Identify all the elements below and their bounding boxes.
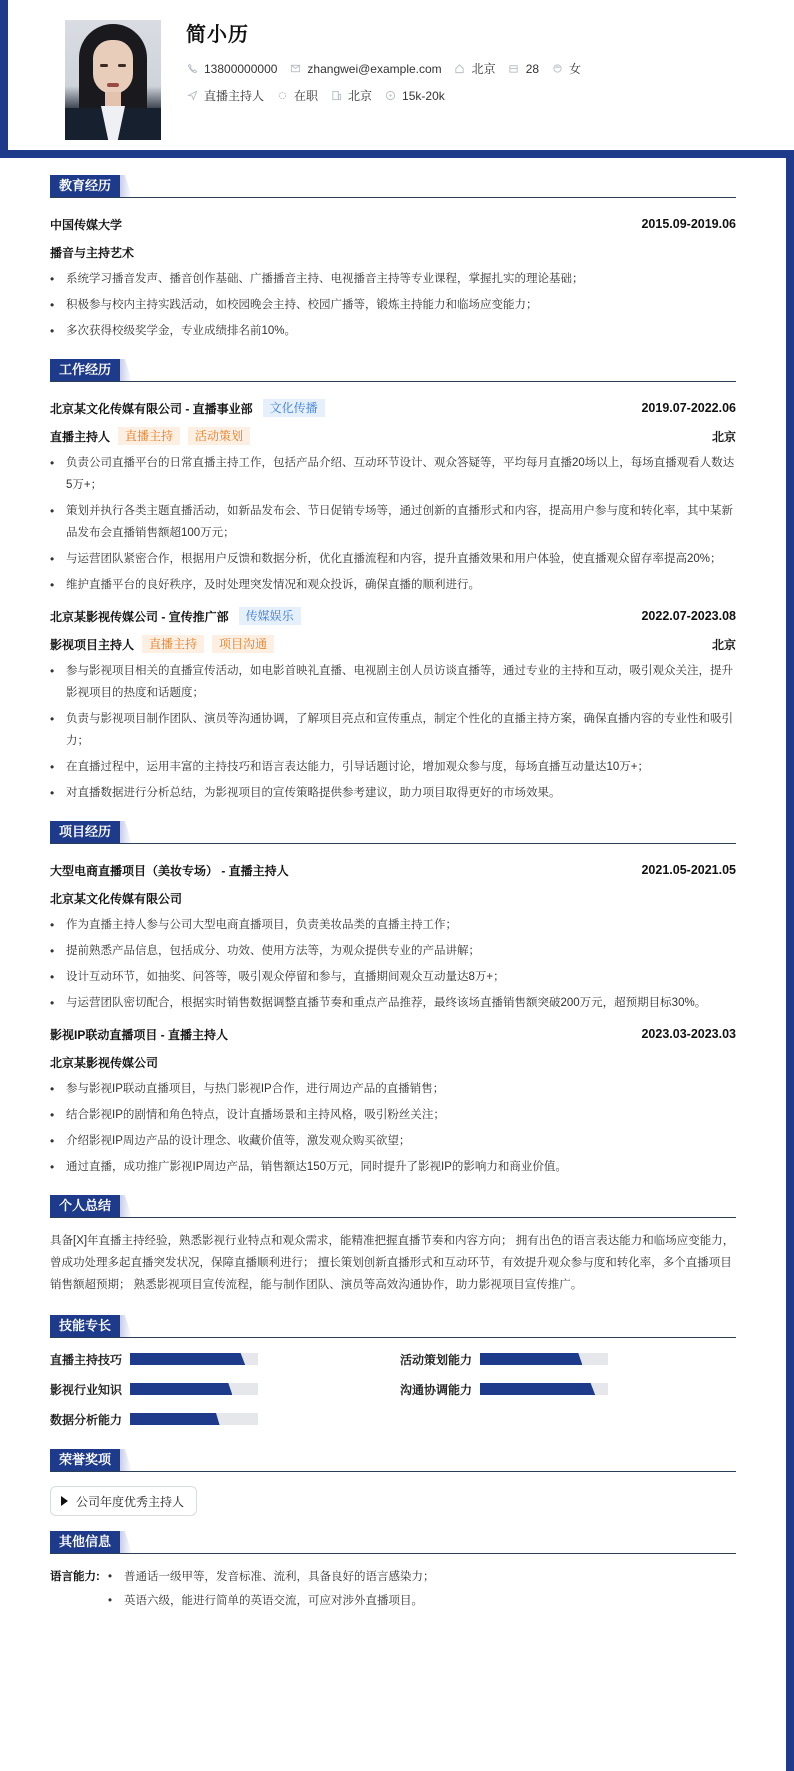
intent-row [186, 87, 457, 104]
list-item: • 介绍影视IP周边产品的设计理念、收藏价值等，激发观众购买欲望； [50, 1130, 736, 1152]
status-item [276, 87, 318, 104]
other-section [50, 1528, 736, 1614]
gender-item [551, 60, 581, 77]
skill-name: 数据分析能力 [50, 1412, 123, 1427]
play-triangle-icon [61, 1496, 68, 1506]
salary-icon [384, 90, 396, 102]
work-date: 2019.07-2022.06 [641, 401, 736, 415]
school-name: 中国传媒大学 [50, 217, 123, 232]
summary-section [50, 1192, 736, 1296]
list-item: • 提前熟悉产品信息，包括成分、功效、使用方法等，为观众提供专业的产品讲解； [50, 940, 736, 962]
project-date: 2023.03-2023.03 [641, 1027, 736, 1041]
education-section [50, 172, 736, 342]
list-item: • 设计互动环节，如抽奖、问答等，吸引观众停留和参与，直播期间观众互动量达8万+； [50, 966, 736, 988]
phone-icon [186, 63, 198, 75]
skill-tag: 直播主持 [118, 427, 180, 445]
work-bullets [50, 452, 736, 596]
skill-bar-fill [480, 1353, 582, 1365]
calendar-icon [508, 63, 520, 75]
right-accent-bar [786, 150, 794, 1771]
phone-value: 13800000000 [204, 61, 278, 76]
section-title: 技能专长 [50, 1315, 120, 1337]
project-bullets [50, 914, 736, 1014]
list-item: • 系统学习播音发声、播音创作基础、广播播音主持、电视播音主持等专业课程，掌握扎实的理论基础； [50, 268, 736, 290]
gender-value: 女 [569, 62, 582, 76]
skill-item [50, 1350, 400, 1368]
work-location: 北京 [711, 637, 736, 652]
send-icon [186, 90, 198, 102]
role-name: 直播主持人 [50, 429, 111, 444]
skills-section [50, 1312, 736, 1428]
list-item: • 作为直播主持人参与公司大型电商直播项目，负责美妆品类的直播主持工作； [50, 914, 736, 936]
section-header [50, 356, 736, 382]
language-label: 语言能力: [50, 1571, 100, 1583]
section-title: 教育经历 [50, 175, 120, 197]
award-item [50, 1486, 197, 1516]
work-city-value: 北京 [348, 89, 373, 103]
list-item: • 与运营团队密切配合，根据实时销售数据调整直播节奏和重点产品推荐，最终该场直播销售额突破200万元，超预期目标30%。 [50, 992, 736, 1014]
work-item [50, 394, 736, 596]
list-item: • 积极参与校内主持实践活动，如校园晚会主持、校园广播等，锻炼主持能力和临场应变能力； [50, 294, 736, 316]
list-item: • 维护直播平台的良好秩序，及时处理突发情况和观众投诉，确保直播的顺利进行。 [50, 574, 736, 596]
section-header [50, 818, 736, 844]
education-date: 2015.09-2019.06 [641, 217, 736, 231]
avatar-photo [65, 20, 161, 140]
section-header [50, 1528, 736, 1554]
skill-bar-track [130, 1413, 258, 1425]
section-title: 荣誉奖项 [50, 1449, 120, 1471]
home-icon [454, 63, 466, 75]
list-item: • 普通话一级甲等，发音标准、流利，具备良好的语言感染力； [106, 1566, 435, 1588]
industry-tag: 文化传播 [263, 399, 325, 417]
work-date: 2022.07-2023.08 [641, 609, 736, 623]
candidate-name: 简小历 [186, 24, 249, 46]
status-icon [276, 90, 288, 102]
project-name: 影视IP联动直播项目 - 直播主持人 [50, 1027, 229, 1042]
list-item: • 策划并执行各类主题直播活动，如新品发布会、节日促销专场等，通过创新的直播形式和内容，提高用户参与度和转化率，其中某新品发布会直播销售额超100万元； [50, 500, 736, 544]
skill-bar-track [130, 1383, 258, 1395]
skill-bar-fill [130, 1353, 245, 1365]
language-ability [50, 1566, 736, 1614]
skill-bar-fill [480, 1383, 595, 1395]
project-date: 2021.05-2021.05 [641, 863, 736, 877]
project-item [50, 1020, 736, 1178]
age-item [508, 62, 539, 76]
skill-bar-fill [130, 1413, 220, 1425]
salary-item [384, 89, 445, 103]
email-item [289, 62, 441, 76]
list-item: • 与运营团队紧密合作，根据用户反馈和数据分析，优化直播流程和内容，提升直播效果和用户体验，使直播观众留存率提高20%； [50, 548, 736, 570]
award-name: 公司年度优秀主持人 [76, 1494, 185, 1509]
section-title: 工作经历 [50, 359, 120, 381]
skills-grid [50, 1350, 736, 1428]
job-intent-value: 直播主持人 [204, 89, 265, 103]
list-item: • 负责与影视项目制作团队、演员等沟通协调，了解项目亮点和宣传重点，制定个性化的直播主持方案，确保直播内容的专业性和吸引力； [50, 708, 736, 752]
status-value: 在职 [294, 89, 319, 103]
building-icon [330, 90, 342, 102]
list-item: • 参与影视IP联动直播项目，与热门影视IP合作，进行周边产品的直播销售； [50, 1078, 736, 1100]
work-item [50, 602, 736, 804]
section-header [50, 1446, 736, 1472]
project-item [50, 856, 736, 1014]
skill-tag: 直播主持 [142, 635, 204, 653]
list-item: • 参与影视项目相关的直播宣传活动，如电影首映礼直播、电视剧主创人员访谈直播等，通过专业的主持和互动，吸引观众关注，提升影视项目的热度和话题度； [50, 660, 736, 704]
resume-header [0, 0, 794, 158]
list-item: • 多次获得校级奖学金，专业成绩排名前10%。 [50, 320, 736, 342]
work-section [50, 356, 736, 804]
project-company: 北京某影视传媒公司 [50, 1055, 159, 1070]
section-header [50, 1312, 736, 1338]
work-city-item [330, 87, 372, 104]
language-list [106, 1566, 435, 1614]
section-header [50, 1192, 736, 1218]
section-header [50, 172, 736, 198]
summary-text: 具备[X]年直播主持经验，熟悉影视行业特点和观众需求，能精准把握直播节奏和内容方向； 拥有出色的语言表达能力和临场应变能力，曾成功处理多起直播突发状况，保障直播顺利进行； 擅长策划创新直播形式和互动环节，有效提升观众参与度和转化率，多个直播项目销售额超预期； 熟悉影视项目宣传流程，能与制作团队、演员等高效沟通协作，助力影视项目宣传推广。 [50, 1235, 735, 1291]
skill-item [400, 1350, 736, 1368]
phone-item [186, 62, 277, 76]
awards-section [50, 1446, 736, 1516]
section-title: 其他信息 [50, 1531, 120, 1553]
skill-bar-track [480, 1383, 608, 1395]
skill-name: 沟通协调能力 [400, 1382, 473, 1397]
skill-item [50, 1380, 400, 1398]
work-bullets [50, 660, 736, 804]
skill-name: 直播主持技巧 [50, 1352, 123, 1367]
project-name: 大型电商直播项目（美妆专场） - 直播主持人 [50, 863, 289, 878]
city-item [454, 60, 496, 77]
skill-item [50, 1410, 400, 1428]
list-item: • 在直播过程中，运用丰富的主持技巧和语言表达能力，引导话题讨论，增加观众参与度，每场直播互动量达10万+； [50, 756, 736, 778]
skill-tag: 活动策划 [188, 427, 250, 445]
skill-name: 活动策划能力 [400, 1352, 473, 1367]
list-item: • 对直播数据进行分析总结，为影视项目的宣传策略提供参考建议，助力项目取得更好的市场效果。 [50, 782, 736, 804]
contact-row [186, 60, 593, 77]
skill-name: 影视行业知识 [50, 1382, 123, 1397]
industry-tag: 传媒娱乐 [239, 607, 301, 625]
skill-item [400, 1380, 736, 1398]
company-name: 北京某文化传媒有限公司 - 直播事业部 [50, 401, 253, 416]
gender-icon [551, 63, 563, 75]
work-location: 北京 [711, 429, 736, 444]
resume-body [50, 172, 736, 1614]
skill-bar-fill [130, 1383, 232, 1395]
project-company: 北京某文化传媒有限公司 [50, 891, 183, 906]
city-value: 北京 [471, 62, 496, 76]
section-title: 项目经历 [50, 821, 120, 843]
skill-bar-track [480, 1353, 608, 1365]
skill-bar-track [130, 1353, 258, 1365]
list-item: • 英语六级，能进行简单的英语交流，可应对涉外直播项目。 [106, 1590, 435, 1612]
list-item: • 负责公司直播平台的日常直播主持工作，包括产品介绍、互动环节设计、观众答疑等，平均每月直播20场以上，每场直播观看人数达5万+； [50, 452, 736, 496]
project-bullets [50, 1078, 736, 1178]
list-item: • 结合影视IP的剧情和角色特点，设计直播场景和主持风格，吸引粉丝关注； [50, 1104, 736, 1126]
email-value: zhangwei@example.com [307, 61, 442, 76]
age-value: 28 [525, 61, 540, 76]
company-name: 北京某影视传媒公司 - 宣传推广部 [50, 609, 229, 624]
salary-value: 15k-20k [402, 88, 445, 103]
section-title: 个人总结 [50, 1195, 120, 1217]
role-name: 影视项目主持人 [50, 637, 135, 652]
list-item: • 通过直播，成功推广影视IP周边产品，销售额达150万元，同时提升了影视IP的影响力和商业价值。 [50, 1156, 736, 1178]
skill-tag: 项目沟通 [212, 635, 274, 653]
mail-icon [289, 63, 301, 75]
projects-section [50, 818, 736, 1178]
education-bullets [50, 268, 736, 342]
job-intent-item [186, 87, 264, 104]
major: 播音与主持艺术 [50, 245, 135, 260]
